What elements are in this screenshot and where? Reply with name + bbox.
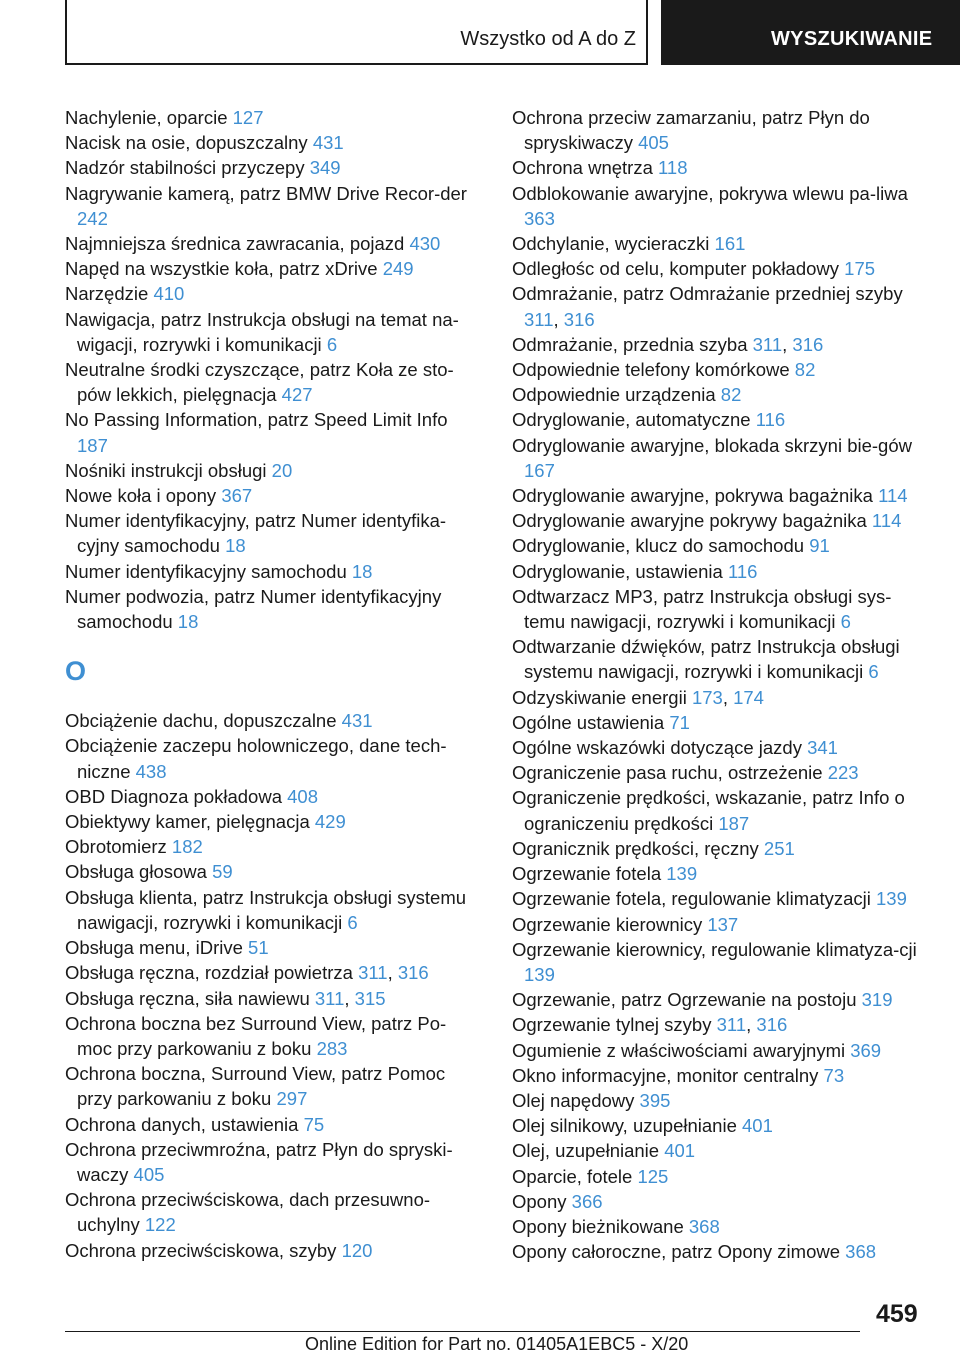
page-ref-link[interactable]: 401 [742, 1115, 773, 1137]
page-ref-link[interactable]: 369 [850, 1039, 882, 1061]
index-entry [65, 407, 480, 457]
entry-term: Opony bieżnikowane [512, 1215, 684, 1237]
page-ref-link[interactable]: 430 [409, 233, 441, 255]
page-ref-link[interactable]: 315 [354, 987, 386, 1009]
index-entry [65, 256, 480, 281]
page-ref-link[interactable]: 311 [358, 962, 388, 984]
index-list-n [65, 105, 480, 634]
page-ref-link[interactable]: 71 [669, 711, 690, 733]
page-ref-link[interactable]: 283 [316, 1037, 348, 1059]
index-entry [512, 256, 932, 281]
index-entry [65, 155, 480, 180]
index-entry [512, 1088, 932, 1113]
entry-term: Obsługa ręczna, rozdział powietrza [65, 962, 353, 984]
page-ref-link[interactable]: 427 [281, 384, 313, 406]
entry-term: Ochrona przeciw zamarzaniu, patrz Płyn do spryskiwaczy [512, 107, 870, 154]
page-ref-link[interactable]: 251 [763, 837, 795, 859]
entry-term: Nawigacja, patrz Instrukcja obsługi na temat na‐wigacji, rozrywki i komunikacji [65, 308, 459, 355]
page-ref-link[interactable]: 18 [177, 611, 199, 633]
entry-term: Ogumienie z właściwościami awaryjnymi [512, 1039, 846, 1061]
edition-footer: Online Edition for Part no. 01405A1EBC5 - X/20 [305, 1334, 689, 1354]
index-entry [512, 1138, 932, 1163]
page-ref-link[interactable]: 316 [756, 1014, 788, 1036]
entry-term: Ograniczenie pasa ruchu, ostrzeżenie [512, 762, 823, 784]
entry-term: Ogólne wskazówki dotyczące jazdy [512, 737, 802, 759]
index-entry [65, 181, 480, 231]
entry-term: Ochrona wnętrza [512, 157, 653, 179]
entry-term: Odpowiednie urządzenia [512, 384, 716, 406]
page-ref-link[interactable]: 118 [658, 157, 688, 179]
entry-term: Opony całoroczne, patrz Opony zimowe [512, 1241, 841, 1263]
index-entry [512, 912, 932, 937]
index-entry [512, 533, 932, 558]
entry-term: Odryglowanie awaryjne pokrywy bagażnika [512, 510, 867, 532]
index-entry [65, 1061, 480, 1111]
entry-term: Olej silnikowy, uzupełnianie [512, 1115, 737, 1137]
index-entry [512, 1063, 932, 1088]
index-entry [65, 508, 480, 558]
page-ref-link[interactable]: 249 [382, 258, 414, 280]
index-entry [512, 357, 932, 382]
index-entry: Odmrażanie, patrz Odmrażanie przedniej szyby 311, 316 [512, 283, 903, 330]
page-ref-link[interactable]: 167 [524, 459, 555, 481]
page-ref-link[interactable]: 311 [752, 333, 783, 355]
index-entry [512, 937, 932, 987]
index-entry [512, 735, 932, 760]
page-ref-link[interactable]: 6 [326, 333, 338, 355]
page-ref-link[interactable]: 120 [341, 1239, 373, 1261]
page-ref-link[interactable]: 122 [144, 1214, 176, 1236]
page-ref-link[interactable]: 242 [77, 207, 108, 229]
entry-term: Ochrona boczna, Surround View, patrz Pomoc przy parkowaniu z boku [65, 1063, 446, 1110]
page-ref-link[interactable]: 366 [571, 1190, 603, 1212]
index-entry [65, 105, 480, 130]
index-entry [512, 105, 932, 155]
page-ref-link[interactable]: 187 [77, 434, 108, 456]
page-ref-link[interactable]: 429 [314, 811, 346, 833]
entry-term: Ograniczenie prędkości, wskazanie, patrz Info o ograniczeniu prędkości [512, 787, 905, 834]
page-ref-link[interactable]: 91 [809, 535, 830, 557]
entry-term: Ochrona boczna bez Surround View, patrz Po‐moc przy parkowaniu z boku [65, 1012, 447, 1059]
page-ref-link[interactable]: 116 [727, 560, 758, 582]
header-left-rule [65, 0, 67, 64]
page-ref-link[interactable]: 405 [638, 132, 669, 154]
index-entry [65, 1137, 480, 1187]
index-entry [512, 1214, 932, 1239]
page-ref-link[interactable]: 127 [232, 107, 264, 128]
page-ref-link[interactable]: 316 [792, 333, 824, 355]
entry-term: Ochrona przeciwściskowa, szyby [65, 1239, 337, 1261]
index-entry [65, 708, 480, 733]
page-ref-link[interactable]: 174 [733, 686, 764, 708]
page-ref-link[interactable]: 73 [823, 1064, 845, 1086]
index-entry: Odmrażanie, przednia szyba 311, 316 [512, 333, 824, 355]
index-entry [65, 483, 480, 508]
entry-term: Odtwarzanie dźwięków, patrz Instrukcja obsługi systemu nawigacji, rozrywki i komunikacji [512, 636, 900, 683]
entry-term: Odległośc od celu, komputer pokładowy [512, 258, 840, 280]
entry-term: Neutralne środki czyszczące, patrz Koła ze sto‐pów lekkich, pielęgnacja [65, 359, 454, 406]
entry-term: Odryglowanie, automatyczne [512, 409, 751, 431]
index-entry [512, 508, 932, 533]
page-ref-link[interactable]: 431 [341, 710, 373, 732]
entry-term: Ochrona przeciwściskowa, dach przesuwno‐uchylny [65, 1189, 431, 1236]
entry-term: Obiektywy kamer, pielęgnacja [65, 811, 310, 833]
index-entry [512, 407, 932, 432]
index-entry [512, 1164, 932, 1189]
entry-term: Odmrażanie, przednia szyba [512, 333, 748, 355]
page-ref-link[interactable]: 59 [212, 861, 233, 883]
page-ref-link[interactable]: 125 [637, 1165, 669, 1187]
index-list-o-left [65, 708, 480, 1262]
page-ref-link[interactable]: 438 [135, 760, 167, 782]
page-ref-link[interactable]: 182 [171, 836, 203, 858]
entry-term: Oparcie, fotele [512, 1165, 633, 1187]
page-ref-link[interactable]: 349 [309, 157, 341, 179]
page-ref-link[interactable]: 319 [861, 989, 893, 1011]
index-entry [65, 559, 480, 584]
index-entry [512, 710, 932, 735]
index-entry [512, 634, 932, 684]
page-ref-link[interactable]: 114 [878, 485, 908, 507]
index-list-o-right [512, 105, 932, 1264]
index-entry [512, 1189, 932, 1214]
entry-term: Narzędzie [65, 283, 149, 305]
page-ref-link[interactable]: 6 [347, 911, 358, 933]
entry-term: Nowe koła i opony [65, 485, 217, 507]
entry-term: Obciążenie zaczepu holowniczego, dane tech‐niczne [65, 735, 447, 782]
index-entry [65, 281, 480, 306]
page-ref-link[interactable]: 139 [524, 963, 555, 985]
index-entry [65, 231, 480, 256]
index-entry [512, 1239, 932, 1264]
entry-term: Odtwarzacz MP3, patrz Instrukcja obsługi sys‐temu nawigacji, rozrywki i komunikacji [512, 585, 892, 633]
index-entry [65, 733, 480, 783]
index-entry [512, 231, 932, 256]
index-entry [512, 861, 932, 886]
entry-term: Najmniejsza średnica zawracania, pojazd [65, 233, 405, 255]
entry-term: Ogrzewanie kierownicy [512, 913, 703, 935]
search-tab-label: WYSZUKIWANIE [771, 28, 933, 50]
page-ref-link[interactable]: 6 [840, 611, 851, 633]
page-ref-link[interactable]: 431 [312, 132, 344, 154]
index-entry [512, 1038, 932, 1063]
index-entry [512, 785, 932, 835]
entry-term: Nośniki instrukcji obsługi [65, 459, 267, 481]
index-entry: Obsługa ręczna, rozdział powietrza 311, 316 [65, 962, 429, 984]
index-entry [512, 382, 932, 407]
entry-term: OBD Diagnoza pokładowa [65, 785, 282, 807]
index-entry [512, 836, 932, 861]
index-entry [512, 1113, 932, 1138]
index-entry [65, 458, 480, 483]
page-ref-link[interactable]: 137 [707, 913, 739, 935]
page-ref-link[interactable]: 175 [844, 258, 876, 280]
page-ref-link[interactable]: 363 [524, 207, 555, 229]
page-ref-link[interactable]: 368 [845, 1241, 877, 1263]
header-bottom-rule [65, 63, 647, 65]
index-entry [65, 859, 480, 884]
index-entry [65, 584, 480, 634]
entry-term: Olej napędowy [512, 1089, 635, 1111]
entry-term: Odpowiednie telefony komórkowe [512, 359, 790, 381]
search-tab[interactable] [661, 0, 960, 65]
index-entry [512, 155, 932, 180]
entry-term: Opony [512, 1190, 567, 1212]
entry-term: Odchylanie, wycieraczki [512, 233, 710, 255]
page-number: 459 [876, 1300, 918, 1328]
page-ref-link[interactable]: 223 [827, 762, 859, 784]
page-ref-link[interactable]: 114 [871, 510, 902, 532]
index-column-right [512, 105, 932, 1264]
page-ref-link[interactable]: 410 [153, 283, 185, 305]
entry-term: Odryglowanie, ustawienia [512, 560, 723, 582]
entry-term: Ogólne ustawienia [512, 711, 665, 733]
entry-term: Obsługa ręczna, siła nawiewu [65, 987, 310, 1009]
entry-term: Napęd na wszystkie koła, patrz xDrive [65, 258, 378, 280]
page-ref-link[interactable]: 139 [876, 888, 907, 910]
entry-term: Obsługa głosowa [65, 861, 207, 883]
index-entry [512, 760, 932, 785]
entry-term: No Passing Information, patrz Speed Limit Info [65, 409, 448, 431]
page-ref-link[interactable]: 6 [868, 661, 879, 683]
index-entry: Odzyskiwanie energii 173, 174 [512, 686, 764, 708]
page-ref-link[interactable]: 20 [271, 459, 293, 481]
entry-term: Numer podwozia, patrz Numer identyfikacyjny samochodu [65, 585, 442, 633]
index-entry [512, 483, 932, 508]
page-ref-link[interactable]: 341 [807, 737, 838, 759]
footer-rule [65, 1331, 860, 1332]
index-entry [65, 1187, 480, 1237]
index-entry [512, 886, 932, 911]
page-ref-link[interactable]: 116 [755, 409, 786, 431]
index-entry [65, 1112, 480, 1137]
page-ref-link[interactable]: 401 [664, 1140, 696, 1162]
page-ref-link[interactable]: 51 [248, 937, 269, 959]
index-column-left [65, 105, 480, 1263]
page-ref-link[interactable]: 297 [276, 1088, 308, 1110]
letter-heading-o: O [65, 656, 87, 687]
page-ref-link[interactable]: 18 [351, 560, 373, 582]
index-entry: Obsługa ręczna, siła nawiewu 311, 315 [65, 987, 386, 1009]
entry-term: Ogrzewanie fotela [512, 863, 662, 885]
entry-term: Obsługa menu, iDrive [65, 937, 243, 959]
entry-term: Nachylenie, oparcie [65, 107, 228, 128]
page-ref-link[interactable]: 311 [314, 987, 345, 1009]
entry-term: Ogrzewanie fotela, regulowanie klimatyzacji [512, 888, 871, 910]
page-ref-link[interactable]: 367 [221, 485, 253, 507]
entry-term: Ogrzewanie, patrz Ogrzewanie na postoju [512, 989, 857, 1011]
entry-term: Ogranicznik prędkości, ręczny [512, 837, 759, 859]
entry-term: Ochrona danych, ustawienia [65, 1113, 299, 1135]
index-entry: Ogrzewanie tylnej szyby 311, 316 [512, 1014, 788, 1036]
page-ref-link[interactable]: 82 [720, 384, 742, 406]
entry-term: Nadzór stabilności przyczepy [65, 157, 305, 179]
index-entry [65, 357, 480, 407]
page-ref-link[interactable]: 405 [133, 1163, 165, 1185]
page-ref-link[interactable]: 316 [563, 308, 595, 330]
page-ref-link[interactable]: 139 [666, 863, 698, 885]
page-ref-link[interactable]: 75 [303, 1113, 325, 1135]
entry-term: Numer identyfikacyjny, patrz Numer identyfika‐cyjny samochodu [65, 510, 447, 557]
entry-term: Odblokowanie awaryjne, pokrywa wlewu pa‐liwa [512, 182, 908, 204]
entry-term: Nagrywanie kamerą, patrz BMW Drive Recor‐der [65, 182, 467, 204]
index-entry [65, 809, 480, 834]
page-ref-link[interactable]: 311 [716, 1014, 747, 1036]
page-ref-link[interactable]: 173 [691, 686, 723, 708]
page-ref-link[interactable]: 82 [794, 359, 816, 381]
entry-term: Olej, uzupełnianie [512, 1140, 660, 1162]
index-entry [65, 307, 480, 357]
entry-term: Odmrażanie, patrz Odmrażanie przedniej szyby [512, 283, 903, 305]
index-entry [512, 987, 932, 1012]
entry-term: Odryglowanie, klucz do samochodu [512, 535, 805, 557]
index-entry [65, 834, 480, 859]
entry-term: Ogrzewanie tylnej szyby [512, 1014, 712, 1036]
page-ref-link[interactable]: 368 [688, 1215, 720, 1237]
entry-term: Odzyskiwanie energii [512, 686, 687, 708]
entry-term: Ogrzewanie kierownicy, regulowanie klimatyza‐cji [512, 938, 917, 960]
entry-term: Obciążenie dachu, dopuszczalne [65, 710, 337, 732]
index-entry [65, 784, 480, 809]
entry-term: Odryglowanie awaryjne, blokada skrzyni bie‐gów [512, 434, 912, 456]
page-ref-link[interactable]: 18 [225, 535, 246, 557]
page-ref-link[interactable]: 311 [524, 308, 554, 330]
page-ref-link[interactable]: 395 [639, 1089, 671, 1111]
header-divider [646, 0, 648, 65]
index-entry [65, 885, 480, 935]
index-entry [512, 181, 932, 231]
index-entry [512, 433, 932, 483]
index-entry [65, 1011, 480, 1061]
index-entry [65, 130, 480, 155]
page-ref-link[interactable]: 187 [718, 812, 750, 834]
entry-term: Okno informacyjne, monitor centralny [512, 1064, 819, 1086]
entry-term: Odryglowanie awaryjne, pokrywa bagażnika [512, 485, 873, 507]
index-entry [65, 1238, 480, 1263]
entry-term: Nacisk na osie, dopuszczalny [65, 132, 308, 154]
entry-term: Obsługa klienta, patrz Instrukcja obsługi systemu nawigacji, rozrywki i komunikacji [65, 886, 467, 933]
page-ref-link[interactable]: 316 [397, 962, 429, 984]
index-entry [65, 935, 480, 960]
entry-term: Ochrona przeciwmroźna, patrz Płyn do spryski‐waczy [65, 1138, 453, 1185]
page-ref-link[interactable]: 408 [287, 785, 319, 807]
index-entry [512, 584, 932, 634]
section-title: Wszystko od A do Z [460, 28, 636, 50]
page-ref-link[interactable]: 161 [714, 233, 746, 255]
index-entry [512, 559, 932, 584]
entry-term: Numer identyfikacyjny samochodu [65, 560, 347, 582]
entry-term: Obrotomierz [65, 836, 167, 858]
